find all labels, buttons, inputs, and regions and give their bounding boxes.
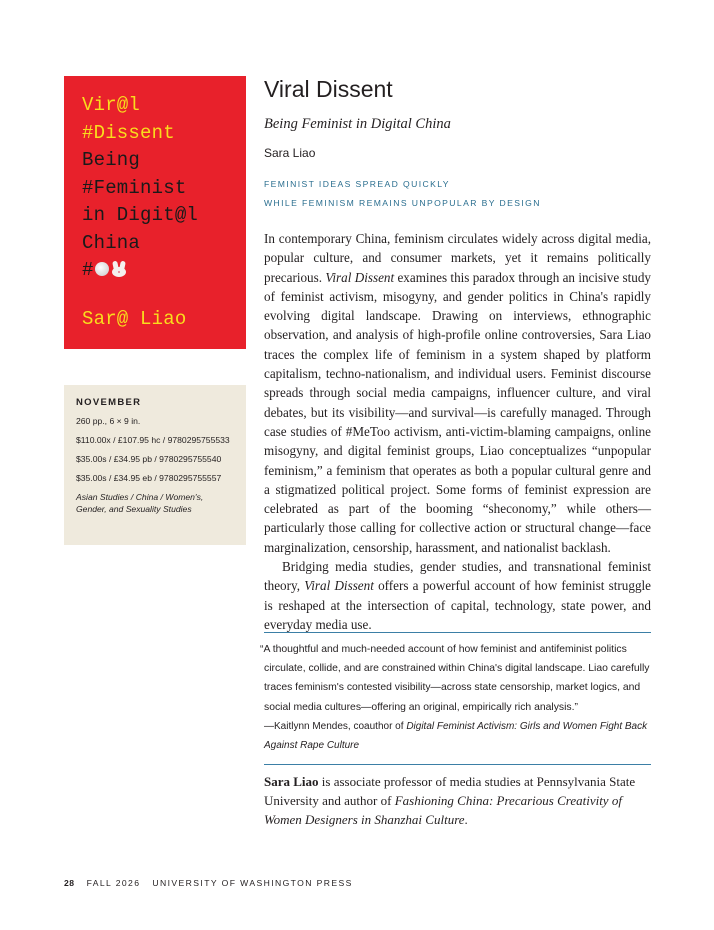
bio-book-title: Fashioning China: Precarious Creativity of Women Designers in Shanzhai Culture [264,793,622,828]
divider [264,764,651,765]
book-cover [64,76,246,349]
cover-title-line: in Digit@l [82,204,199,226]
price-ebook: $35.00s / £34.95 eb / 9780295755557 [76,473,222,483]
description-paragraph: In contemporary China, feminism circulates widely across digital media, popular culture, and consumer markets, yet it remains politically precarious. Viral Dissent examines this paradox through an incisive study of feminist activism, misogyny, and gender politics in China's rapidly evolving digital landscape. Drawing on interviews, ethnographic observation, and analysis of high-profile online controversies, Sara Liao traces the complex life of feminism in a system shaped by platform capitalism, techno-nationalism, and individual users. Feminist discourse spreads through social media campaigns, influencer culture, and viral debates, but its visibility—and survival—is carefully managed. Through case studies of #MeToo activism, anti-victim-blaming campaigns, online misogyny, and digital feminist groups, Liao conceptualizes “unpopular feminism,” a feminism that operates as both a popular cultural genre and a stigmatized political project. Some forms of feminist expression are celebrated as part of the booming “sheconomy,” while others—particularly those calling for collective action or structural change—face marginalization, censorship, harassment, and nationalist backlash. [264,231,652,555]
cover-author: Sar@ Liao [82,307,187,330]
release-month: NOVEMBER [76,397,142,408]
cover-title-line: #Dissent [82,121,175,144]
cover-hashtag-line [82,257,246,285]
catalog-season: FALL 2026 [86,878,141,888]
quote-attribution: —Kaitlynn Mendes, coauthor of Digital Feminist Activism: Girls and Women Fight Back Against Rape Culture [264,720,648,752]
price-paperback: $35.00s / £34.95 pb / 9780295755540 [76,454,222,464]
book-title: Viral Dissent [264,76,393,102]
attribution-book-title: Digital Feminist Activism: Girls and Women Fight Back Against Rape Culture [264,720,648,752]
tagline-line-1: FEMINIST IDEAS SPREAD QUICKLY [264,179,450,189]
price-hardcover: $110.00x / £107.95 hc / 9780295755533 [76,435,230,445]
subject-categories: Asian Studies / China / Women's, Gender, and Sexuality Studies [76,492,204,514]
tagline-line-2: WHILE FEMINISM REMAINS UNPOPULAR BY DESIGN [264,198,541,208]
book-description [264,229,651,634]
endorsement-quote [260,640,651,755]
book-author: Sara Liao [264,146,316,160]
book-info-box [64,385,246,545]
description-paragraph: Bridging media studies, gender studies, and transnational feminist theory, Viral Dissent offers a powerful account of how feminist struggle is reshaped at the intersection of capital, technology, state power, and everyday media use. [264,559,651,632]
cover-title-line: Vir@l [82,94,141,116]
book-specs: 260 pp., 6 × 9 in. [76,416,141,426]
cover-hash: # [82,259,94,281]
rabbit-emoji-icon [111,261,127,277]
book-title-inline: Viral Dissent [304,578,374,594]
book-title-inline: Viral Dissent [325,269,395,285]
cover-title-line: Being [82,149,141,171]
author-bio: Sara Liao is associate professor of media studies at Pennsylvania State University and author of Fashioning China: Precarious Creativity of Women Designers in Shanzhai Culture. [264,774,636,828]
cover-title-line: China [82,231,141,254]
bio-author-name: Sara Liao [264,774,319,789]
cover-title-line: #Feminist [82,176,187,199]
book-subtitle: Being Feminist in Digital China [264,116,451,132]
divider [264,632,651,633]
page-footer [64,878,353,888]
quote-text: “A thoughtful and much-needed account of how feminist and antifeminist politics circulate, collide, and are constrained within China's digital landscape. Liao carefully traces feminism's contested visibility—across state censorship, market logics, and social media cultures—offering an original, empirically rich analysis.” [260,644,650,713]
page-number: 28 [64,878,75,888]
publisher-name: UNIVERSITY OF WASHINGTON PRESS [152,878,353,888]
rice-bowl-emoji-icon [95,262,109,276]
